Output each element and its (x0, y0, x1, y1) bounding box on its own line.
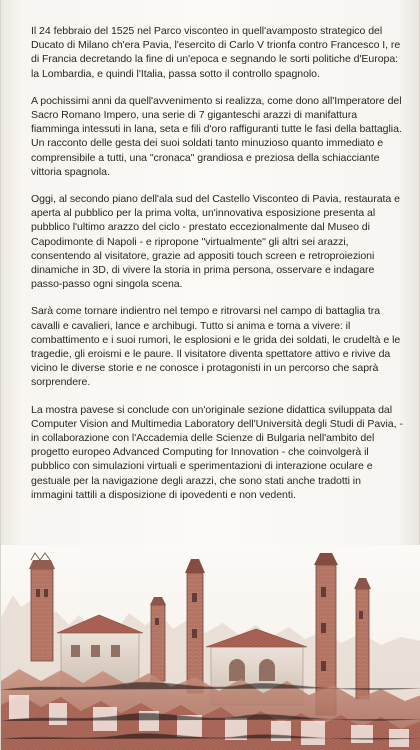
paragraph-1: Il 24 febbraio del 1525 nel Parco visconteo in quell'avamposto strategico del Ducato di Milano ch'era Pavia, l'esercito di Carlo V trionfa contro Francesco I, re di Francia decretando la fine di un'epoca e segnando le sorti politiche d'Europa: la Lombardia, e quindi l'Italia, passa sotto il controllo spagnolo. (31, 25, 401, 80)
article-text (31, 24, 403, 515)
paragraph-5: La mostra pavese si conclude con un'originale sezione didattica sviluppata dal Computer Vision and Multimedia Laboratory dell'Università degli Studi di Pavia, - in collaborazione con l'Accademia delle Scienze di Bulgaria nell'ambito del progetto europeo Advanced Computing for Innovation - che coinvolgerà il pubblico con simulazioni virtuali e sperimentazioni di interazione oculare e gestuale per la navigazione degli arazzi, che sono stati anche tradotti in immagini tattili a disposizione di ipovedenti e non vedenti. (31, 403, 403, 501)
paragraph-3: Oggi, al secondo piano dell'ala sud del Castello Visconteo di Pavia, restaurata e aperta al pubblico per la prima volta, un'innovativa esposizione presenta al pubblico l'ultimo arazzo del ciclo - prestato eccezionalmente dal Museo di Capodimonte di Napoli - e ripropone "virtualmente" gli altri sei arazzi, consentendo al visitatore, grazie ad appositi touch screen e retroproiezioni dinamiche in 3D, di vivere la storia in prima persona, osservare e indagare passo-passo ogni singola scena. (31, 193, 400, 291)
paragraph-2: A pochissimi anni da quell'avvenimento si realizza, come dono all'Imperatore del Sacro Romano Impero, una serie di 7 giganteschi arazzi di manifattura fiamminga intessuti in lana, seta e fili d'oro raffiguranti tutte le fasi della battaglia. Un racconto delle gesta dei suoi soldati tanto minuzioso quanto immediato e comprensibile a tutti, una "cronaca" grandiosa e preziosa della schiacciante vittoria spagnola. (31, 94, 402, 178)
city-illustration (1, 545, 420, 750)
paragraph-4: Sarà come tornare indientro nel tempo e ritrovarsi nel campo di battaglia tra cavalli e cavalieri, lance e archibugi. Tutto si anima e torna a vivere: il combattimento e i suoi rumori, le esplosioni e le grida dei soldati, le crudeltà e le tragedie, gli eroismi e le paure. Il visitatore diventa spettatore attivo e rivive da vicino le diverse storie e ne conosce i protagonisti in un percorso che saprà sorprendere. (31, 305, 401, 389)
pavia-cityscape (1, 545, 420, 750)
